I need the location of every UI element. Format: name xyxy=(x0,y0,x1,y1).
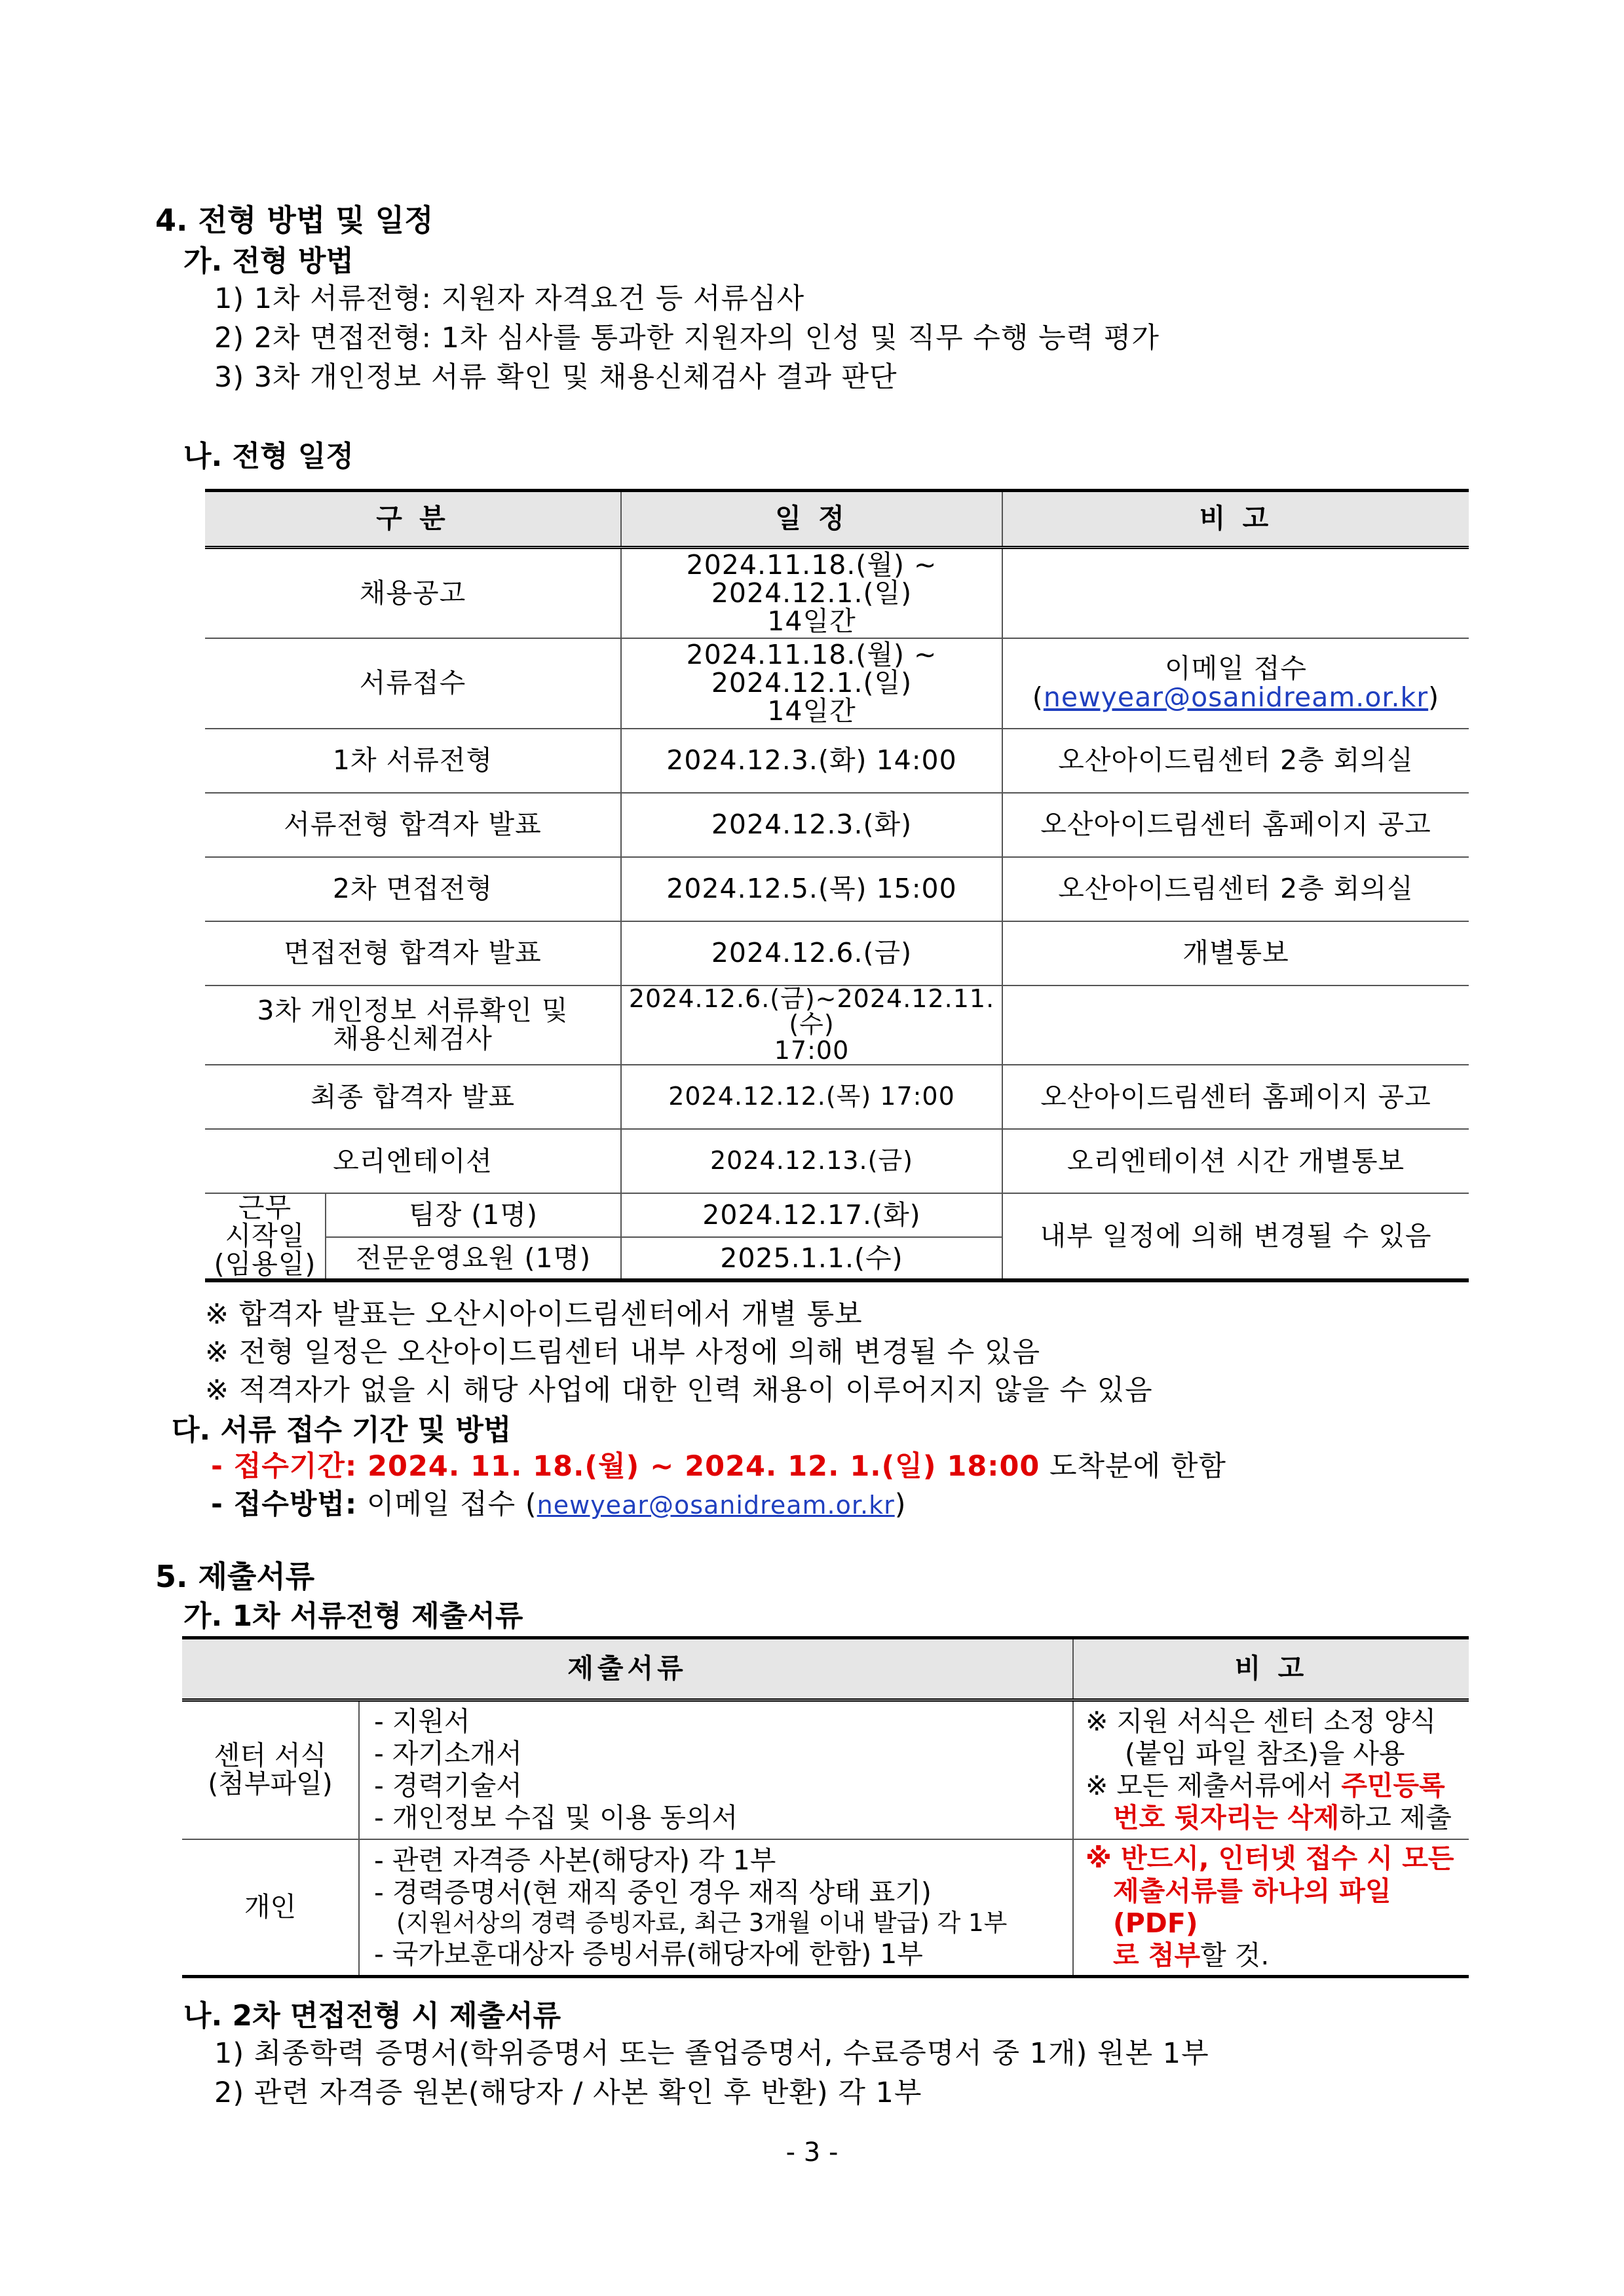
schedule-row xyxy=(205,921,1469,985)
schedule-remark: 오산아이드림센터 홈페이지 공고 xyxy=(1002,1065,1469,1129)
email-link[interactable]: newyear@osanidream.or.kr xyxy=(537,1491,895,1520)
schedule-date: 2024.12.6.(금) xyxy=(621,921,1002,985)
schedule-remark: 오산아이드림센터 2층 회의실 xyxy=(1002,857,1469,921)
schedule-category: 최종 합격자 발표 xyxy=(205,1065,621,1129)
documents-list: - 지원서 - 자기소개서 - 경력기술서 - 개인정보 수집 및 이용 동의서 xyxy=(359,1700,1073,1839)
schedule-row xyxy=(205,1065,1469,1129)
documents-category: 센터 서식 (첨부파일) xyxy=(182,1700,359,1839)
start-date-label: 근무 시작일 (임용일) xyxy=(205,1193,326,1280)
schedule-row xyxy=(205,1129,1469,1193)
documents-table xyxy=(182,1636,1469,1978)
schedule-date: 2024.11.18.(월) ~ 2024.12.1.(일) 14일간 xyxy=(621,638,1002,729)
schedule-category: 채용공고 xyxy=(205,548,621,638)
schedule-remark: 오산아이드림센터 홈페이지 공고 xyxy=(1002,793,1469,857)
schedule-header-category: 구 분 xyxy=(205,491,621,548)
schedule-category: 1차 서류전형 xyxy=(205,729,621,793)
page-number: - 3 - xyxy=(785,2137,839,2168)
section4-title: 4. 전형 방법 및 일정 xyxy=(155,202,434,238)
schedule-row xyxy=(205,1193,1469,1237)
schedule-category: 서류전형 합격자 발표 xyxy=(205,793,621,857)
schedule-row xyxy=(205,857,1469,921)
schedule-remark xyxy=(1002,985,1469,1065)
schedule-category: 3차 개인정보 서류확인 및 채용신체검사 xyxy=(205,985,621,1065)
interview-doc-item: 2) 관련 자격증 원본(해당자 / 사본 확인 후 반환) 각 1부 xyxy=(214,2076,922,2109)
schedule-category: 면접전형 합격자 발표 xyxy=(205,921,621,985)
schedule-category: 서류접수 xyxy=(205,638,621,729)
schedule-row xyxy=(205,985,1469,1065)
schedule-date: 2024.12.12.(목) 17:00 xyxy=(621,1065,1002,1129)
schedule-table xyxy=(205,489,1469,1282)
start-role: 전문운영요원 (1명) xyxy=(326,1237,621,1281)
schedule-remark: 오산아이드림센터 2층 회의실 xyxy=(1002,729,1469,793)
start-date: 2025.1.1.(수) xyxy=(621,1237,1002,1281)
schedule-row xyxy=(205,548,1469,638)
section4-sub-c: 다. 서류 접수 기간 및 방법 xyxy=(172,1413,512,1447)
documents-row xyxy=(182,1839,1469,1977)
section5-title: 5. 제출서류 xyxy=(155,1559,315,1594)
start-remark: 내부 일정에 의해 변경될 수 있음 xyxy=(1002,1193,1469,1280)
schedule-row xyxy=(205,729,1469,793)
schedule-remark: 개별통보 xyxy=(1002,921,1469,985)
application-period: - 접수기간: 2024. 11. 18.(월) ~ 2024. 12. 1.(일) 18:00 도착분에 한함 xyxy=(211,1450,1226,1483)
section5-sub-b: 나. 2차 면접전형 시 제출서류 xyxy=(183,1999,561,2033)
schedule-remark: 오리엔테이션 시간 개별통보 xyxy=(1002,1129,1469,1193)
note: ※ 합격자 발표는 오산시아이드림센터에서 개별 통보 xyxy=(205,1298,863,1331)
schedule-date: 2024.12.3.(화) xyxy=(621,793,1002,857)
email-link[interactable]: newyear@osanidream.or.kr xyxy=(1043,681,1429,713)
schedule-date: 2024.12.13.(금) xyxy=(621,1129,1002,1193)
section4-sub-a: 가. 전형 방법 xyxy=(183,244,354,278)
schedule-category: 오리엔테이션 xyxy=(205,1129,621,1193)
schedule-date: 2024.12.6.(금)~2024.12.11.(수) 17:00 xyxy=(621,985,1002,1065)
note: ※ 적격자가 없을 시 해당 사업에 대한 인력 채용이 이루어지지 않을 수 있음 xyxy=(205,1374,1153,1407)
schedule-category: 2차 면접전형 xyxy=(205,857,621,921)
schedule-row xyxy=(205,638,1469,729)
note: ※ 전형 일정은 오산아이드림센터 내부 사정에 의해 변경될 수 있음 xyxy=(205,1336,1041,1369)
section5-sub-a: 가. 1차 서류전형 제출서류 xyxy=(183,1599,523,1633)
start-date: 2024.12.17.(화) xyxy=(621,1193,1002,1237)
interview-doc-item: 1) 최종학력 증명서(학위증명서 또는 졸업증명서, 수료증명서 중 1개) 원본 1부 xyxy=(214,2037,1209,2070)
schedule-header-remark: 비 고 xyxy=(1002,491,1469,548)
method-item: 2) 2차 면접전형: 1차 심사를 통과한 지원자의 인성 및 직무 수행 능력 평가 xyxy=(214,322,1160,354)
documents-remark: ※ 반드시, 인터넷 접수 시 모든 제출서류를 하나의 파일(PDF) 로 첨부할 것. xyxy=(1073,1839,1469,1977)
schedule-date: 2024.11.18.(월) ~ 2024.12.1.(일) 14일간 xyxy=(621,548,1002,638)
documents-remark-header: 비 고 xyxy=(1073,1638,1469,1700)
start-role: 팀장 (1명) xyxy=(326,1193,621,1237)
schedule-date: 2024.12.5.(목) 15:00 xyxy=(621,857,1002,921)
documents-category: 개인 xyxy=(182,1839,359,1977)
documents-remark: ※ 지원 서식은 센터 소정 양식 (붙임 파일 참조)을 사용 ※ 모든 제출서류에서 주민등록 번호 뒷자리는 삭제하고 제출 xyxy=(1073,1700,1469,1839)
method-item: 3) 3차 개인정보 서류 확인 및 채용신체검사 결과 판단 xyxy=(214,361,897,394)
documents-row xyxy=(182,1700,1469,1839)
documents-list: - 관련 자격증 사본(해당자) 각 1부 - 경력증명서(현 재직 중인 경우 재직 상태 표기) (지원서상의 경력 증빙자료, 최근 3개월 이내 발급) 각 1부 - 국가보훈대상자 증빙서류(해당자에 한함) 1부 xyxy=(359,1839,1073,1977)
schedule-header-date: 일 정 xyxy=(621,491,1002,548)
schedule-remark: 이메일 접수 (newyear@osanidream.or.kr) xyxy=(1002,638,1469,729)
schedule-remark xyxy=(1002,548,1469,638)
schedule-date: 2024.12.3.(화) 14:00 xyxy=(621,729,1002,793)
documents-header: 제출서류 xyxy=(182,1638,1073,1700)
schedule-row xyxy=(205,793,1469,857)
application-method: - 접수방법: 이메일 접수 (newyear@osanidream.or.kr) xyxy=(211,1488,907,1521)
method-item: 1) 1차 서류전형: 지원자 자격요건 등 서류심사 xyxy=(214,282,805,315)
section4-sub-b: 나. 전형 일정 xyxy=(183,440,354,473)
